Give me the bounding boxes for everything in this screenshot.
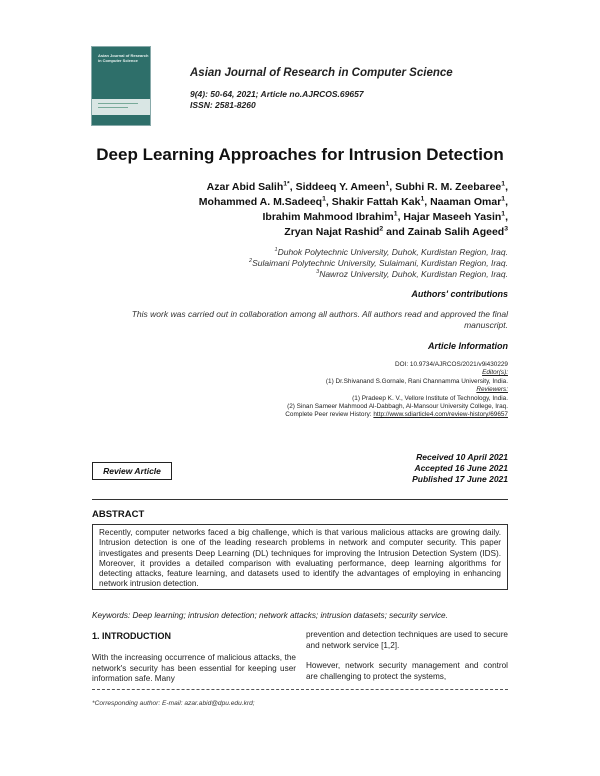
author-line-4 <box>199 225 508 240</box>
author-name: Ibrahim Mahmood Ibrahim <box>262 211 394 223</box>
abstract-text: Recently, computer networks faced a big challenge, which is that various malicious attacks are growing daily. Intrusion detection is one of the leading research problems in network and computer security. This paper investigates and presents Deep Learning (DL) techniques for improving the Intrusion Detection System (IDS). Moreover, it provides a detailed comparison with evaluating performance, deep learning algorithms for detecting attacks, feature learning, and datasets used to identify the advantages of employing in enhancing network intrusion detection. <box>92 524 508 590</box>
author-name: Hajar Maseeh Yasin <box>403 211 502 223</box>
divider <box>92 499 508 500</box>
cover-band <box>92 99 150 115</box>
cover-line <box>98 103 138 104</box>
author-name: Shakir Fattah Kak <box>331 196 421 208</box>
author-sup: 1 <box>501 210 506 218</box>
paper-title: Deep Learning Approaches for Intrusion Detection <box>96 145 504 164</box>
author-name: Naaman Omar <box>430 196 502 208</box>
author-sup: 1 <box>385 180 390 188</box>
contributions-heading: Authors' contributions <box>411 289 508 299</box>
issn-line: ISSN: 2581-8260 <box>190 100 256 110</box>
published-date: Published 17 June 2021 <box>412 474 508 484</box>
author-sup: 1* <box>283 180 290 188</box>
author-sup: 1 <box>420 195 425 203</box>
section-heading-introduction: 1. INTRODUCTION <box>92 631 172 641</box>
reviewer-1: (1) Pradeep K. V., Vellore Institute of Technology, India. <box>352 394 508 402</box>
author-sup: 1 <box>501 195 506 203</box>
journal-citation <box>190 89 364 111</box>
editors-label: Editor(s): <box>482 369 508 377</box>
affiliation-text: Duhok Polytechnic University, Duhok, Kurdistan Region, Iraq. <box>277 247 508 257</box>
cover-line <box>98 107 128 108</box>
reviewers-label: Reviewers: <box>476 386 508 394</box>
review-history <box>285 411 508 419</box>
intro-paragraph: prevention and detection techniques are used to secure and network service [1,2]. <box>306 630 508 650</box>
affiliation-text: Nawroz University, Duhok, Kurdistan Region, Iraq. <box>319 269 508 279</box>
author-sup: 1 <box>322 195 326 203</box>
author-sup: 3 <box>504 225 508 233</box>
article-info-heading: Article Information <box>427 341 508 351</box>
affiliation-sup: 3 <box>316 269 320 276</box>
footnote-separator <box>92 689 508 690</box>
journal-cover-image <box>91 46 151 126</box>
intro-paragraph: However, network security management and control are challenging to protect the systems, <box>306 661 508 681</box>
citation-line: 9(4): 50-64, 2021; Article no.AJRCOS.69657 <box>190 89 364 99</box>
author-name: Subhi R. M. Zeebaree <box>395 181 502 193</box>
affiliation-sup: 2 <box>249 258 253 265</box>
affiliation-2 <box>249 258 508 269</box>
editor-1: (1) Dr.Shivanand S.Gornale, Rani Channamma University, India. <box>325 377 508 385</box>
author-line-3: Ibrahim Mahmood Ibrahim$^1$, Hajar Maseeh Yasin$^1$, <box>262 210 508 223</box>
doi: DOI: 10.9734/AJRCOS/2021/v9i430229 <box>395 361 508 368</box>
author-name: Azar Abid Salih <box>206 181 284 193</box>
keywords: Keywords: Deep learning; intrusion detection; network attacks; intrusion datasets; security service. <box>92 611 448 620</box>
author-sup: 1 <box>501 180 506 188</box>
author-line-1: Azar Abid Salih$^{1*}$, Siddeeq Y. Ameen$^1$, Subhi R. M. Zeebaree$^1$, <box>206 180 508 193</box>
cover-title: Asian Journal of Research in Computer Science <box>98 53 149 63</box>
intro-column-2 <box>306 630 508 682</box>
intro-column-1: With the increasing occurrence of malicious attacks, the network's security has been essential for keeping user information safe. Many <box>92 653 296 684</box>
abstract-heading: ABSTRACT <box>92 509 145 520</box>
received-date: Received 10 April 2021 <box>416 452 508 462</box>
review-history-link[interactable]: http://www.sdiarticle4.com/review-history/69657 <box>373 411 508 419</box>
corresponding-author-footnote: *Corresponding author: E-mail: azar.abid@dpu.edu.krd; <box>92 700 255 707</box>
journal-name: Asian Journal of Research in Computer Science <box>190 67 453 79</box>
article-dates <box>412 452 508 485</box>
article-info <box>285 361 508 420</box>
author-sup: 1 <box>393 210 398 218</box>
accepted-date: Accepted 16 June 2021 <box>414 463 508 473</box>
author-line-2: Mohammed A. M.Sadeeq$^1$, Shakir Fattah Kak$^1$, Naaman Omar$^1$, <box>198 195 508 208</box>
affiliation-text: Sulaimani Polytechnic University, Sulaimani, Kurdistan Region, Iraq. <box>252 258 508 268</box>
affiliation-1 <box>249 247 508 258</box>
affiliation-sup: 1 <box>274 247 278 254</box>
author-name: Mohammed A. M.Sadeeq <box>198 196 323 208</box>
affiliations <box>249 247 508 280</box>
author-name: Zainab Salih Ageed <box>407 226 505 238</box>
author-list <box>199 180 508 240</box>
affiliation-3 <box>249 269 508 280</box>
reviewer-2: (2) Sinan Sameer Mahmood Al-Dabbagh, Al-Mansour University College, Iraq. <box>287 403 508 411</box>
review-history-label: Complete Peer review History: <box>285 411 372 419</box>
author-conjunction: and <box>386 226 405 238</box>
author-name: Zryan Najat Rashid <box>284 226 380 238</box>
article-type-badge: Review Article <box>92 462 172 480</box>
author-name: Siddeeq Y. Ameen <box>295 181 386 193</box>
contributions-text: This work was carried out in collaboration among all authors. All authors read and approved the final manuscript. <box>131 309 508 330</box>
author-sup: 2 <box>379 225 384 233</box>
